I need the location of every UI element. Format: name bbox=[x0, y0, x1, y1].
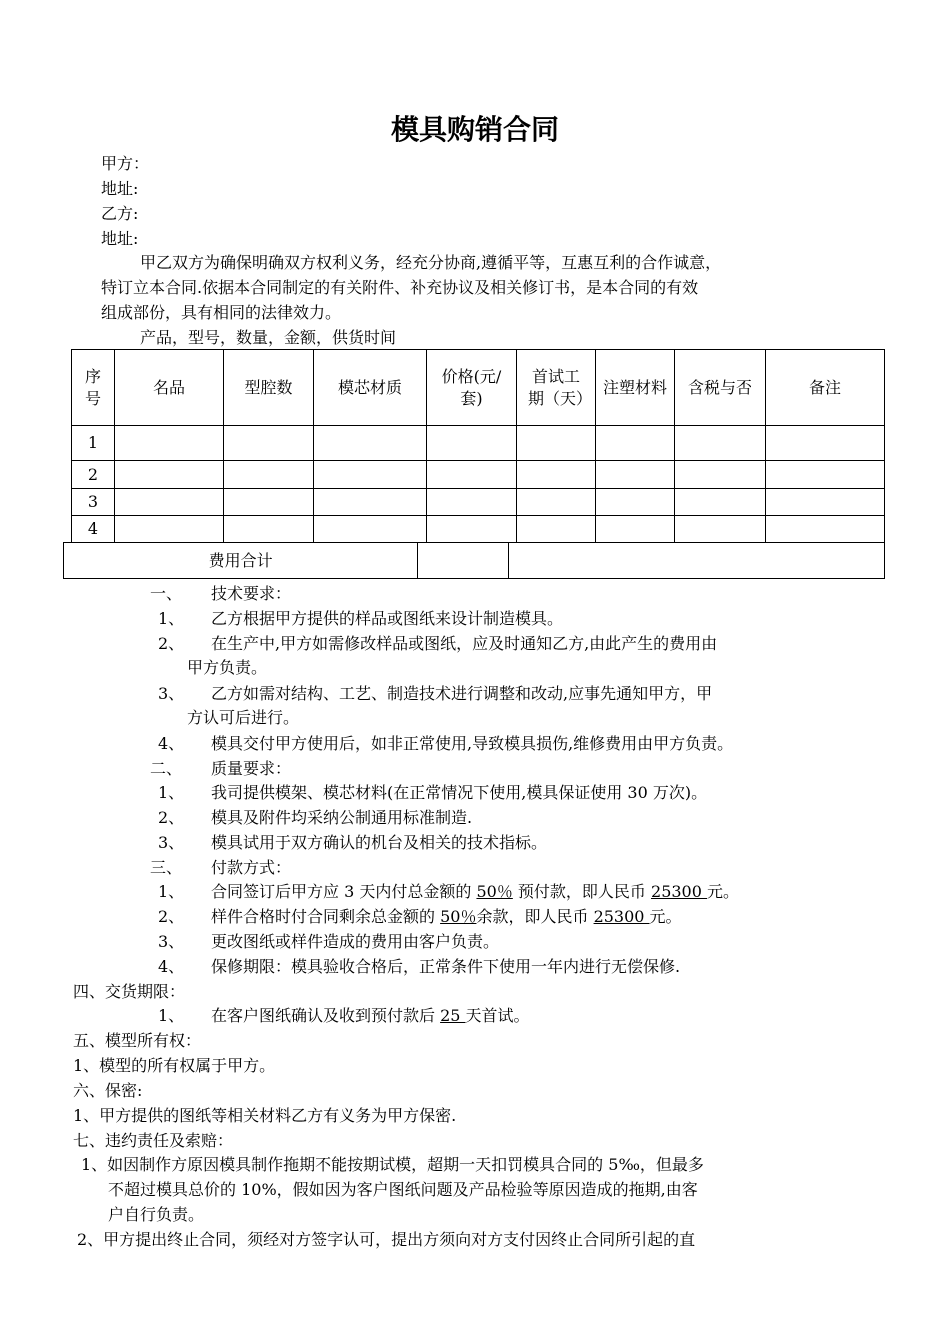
balance-amount: 25300 bbox=[593, 907, 650, 926]
item-number: 1、 bbox=[158, 783, 185, 802]
table-caption: 产品，型号，数量，金额，供货时间 bbox=[140, 328, 397, 347]
item-text: 更改图纸或样件造成的费用由客户负责。 bbox=[211, 932, 500, 951]
table-cell[interactable] bbox=[314, 426, 427, 461]
row-number: 3 bbox=[72, 489, 115, 516]
table-cell[interactable] bbox=[224, 426, 314, 461]
balance-percent: 50％ bbox=[440, 907, 477, 926]
item-text: 保修期限：模具验收合格后，正常条件下使用一年内进行无偿保修. bbox=[211, 957, 681, 976]
row-number: 1 bbox=[72, 426, 115, 461]
table-cell[interactable] bbox=[115, 461, 224, 489]
row-number: 4 bbox=[72, 516, 115, 543]
header-cell: 注塑材料 bbox=[596, 350, 675, 426]
item-text: 方认可后进行。 bbox=[187, 708, 300, 727]
item-number: 3、 bbox=[158, 932, 185, 951]
address-b-label: 地址: bbox=[101, 229, 139, 248]
item-text: 乙方根据甲方提供的样品或图纸来设计制造模具。 bbox=[211, 609, 564, 628]
table-cell[interactable] bbox=[675, 426, 766, 461]
header-cell: 首试工期（天） bbox=[517, 350, 596, 426]
item-number: 2、 bbox=[158, 634, 185, 653]
item-number: 3、 bbox=[158, 833, 185, 852]
item-text: 2、甲方提出终止合同，须经对方签字认可，提出方须向对方支付因终止合同所引起的直 bbox=[77, 1230, 696, 1249]
table-cell[interactable] bbox=[596, 489, 675, 516]
header-cell: 含税与否 bbox=[675, 350, 766, 426]
table-header-row bbox=[72, 350, 885, 426]
item-text: 我司提供模架、模芯材料(在正常情况下使用,模具保证使用 30 万次)。 bbox=[211, 783, 708, 802]
table-row bbox=[72, 516, 885, 543]
table-cell[interactable] bbox=[517, 426, 596, 461]
table-cell[interactable] bbox=[224, 516, 314, 543]
payment-item-2: 样件合格时付合同剩余总金额的 50％余款，即人民币 25300 元。 bbox=[211, 907, 682, 926]
total-cell[interactable] bbox=[508, 543, 884, 579]
item-text: 1、模型的所有权属于甲方。 bbox=[73, 1056, 276, 1075]
table-cell[interactable] bbox=[224, 461, 314, 489]
product-table bbox=[71, 349, 885, 543]
table-cell[interactable] bbox=[115, 489, 224, 516]
table-cell[interactable] bbox=[517, 489, 596, 516]
item-text: 模具及附件均采纳公制通用标准制造. bbox=[211, 808, 473, 827]
header-cell: 模芯材质 bbox=[314, 350, 427, 426]
item-text: 模具交付甲方使用后，如非正常使用,导致模具损伤,维修费用由甲方负责。 bbox=[211, 734, 734, 753]
table-cell[interactable] bbox=[766, 461, 885, 489]
header-cell: 备注 bbox=[766, 350, 885, 426]
table-cell[interactable] bbox=[115, 426, 224, 461]
section-title: 质量要求： bbox=[211, 759, 292, 778]
table-cell[interactable] bbox=[115, 516, 224, 543]
section-title: 技术要求： bbox=[211, 584, 292, 603]
section-title: 四、交货期限： bbox=[73, 982, 186, 1001]
total-label: 费用合计 bbox=[64, 543, 418, 579]
table-cell[interactable] bbox=[517, 461, 596, 489]
item-number: 1、 bbox=[158, 609, 185, 628]
table-cell[interactable] bbox=[766, 426, 885, 461]
table-row bbox=[72, 426, 885, 461]
header-cell: 序号 bbox=[72, 350, 115, 426]
delivery-item: 在客户图纸确认及收到预付款后 25 天首试。 bbox=[211, 1006, 530, 1025]
intro-line: 特订立本合同.依据本合同制定的有关附件、补充协议及相关修订书，是本合同的有效 bbox=[101, 278, 699, 297]
deposit-percent: 50％ bbox=[476, 882, 513, 901]
item-number: 2、 bbox=[158, 808, 185, 827]
table-cell[interactable] bbox=[675, 516, 766, 543]
total-table bbox=[63, 542, 885, 579]
party-a-label: 甲方： bbox=[101, 154, 150, 173]
item-text: 甲方负责。 bbox=[187, 658, 268, 677]
item-number: 2、 bbox=[158, 907, 185, 926]
row-number: 2 bbox=[72, 461, 115, 489]
table-cell[interactable] bbox=[675, 489, 766, 516]
item-text: 在生产中,甲方如需修改样品或图纸，应及时通知乙方,由此产生的费用由 bbox=[211, 634, 718, 653]
section-title: 七、违约责任及索赔： bbox=[73, 1131, 234, 1150]
table-cell[interactable] bbox=[314, 489, 427, 516]
item-number: 4、 bbox=[158, 957, 185, 976]
table-cell[interactable] bbox=[766, 489, 885, 516]
item-text: 模具试用于双方确认的机台及相关的技术指标。 bbox=[211, 833, 548, 852]
total-cell[interactable] bbox=[418, 543, 509, 579]
contract-title: 模具购销合同 bbox=[390, 113, 559, 146]
table-row bbox=[72, 461, 885, 489]
header-cell: 价格(元/套) bbox=[427, 350, 517, 426]
section-title: 五、模型所有权： bbox=[73, 1031, 202, 1050]
table-cell[interactable] bbox=[596, 426, 675, 461]
party-b-label: 乙方: bbox=[101, 204, 139, 223]
table-row bbox=[72, 489, 885, 516]
section-number: 三、 bbox=[150, 858, 183, 877]
item-text: 不超过模具总价的 10%，假如因为客户图纸问题及产品检验等原因造成的拖期,由客 bbox=[108, 1180, 698, 1199]
item-text: 1、如因制作方原因模具制作拖期不能按期试模，超期一天扣罚模具合同的 5‰，但最多 bbox=[81, 1155, 704, 1174]
table-cell[interactable] bbox=[314, 461, 427, 489]
intro-line: 组成部份，具有相同的法律效力。 bbox=[101, 303, 342, 322]
table-cell[interactable] bbox=[596, 461, 675, 489]
item-number: 4、 bbox=[158, 734, 185, 753]
table-cell[interactable] bbox=[766, 516, 885, 543]
item-text: 户自行负责。 bbox=[108, 1205, 205, 1224]
table-cell[interactable] bbox=[224, 489, 314, 516]
section-title: 六、保密: bbox=[73, 1081, 143, 1100]
payment-item-1: 合同签订后甲方应 3 天内付总金额的 50％ 预付款，即人民币 25300 元。 bbox=[211, 882, 740, 901]
table-cell[interactable] bbox=[517, 516, 596, 543]
table-cell[interactable] bbox=[427, 426, 517, 461]
table-cell[interactable] bbox=[427, 461, 517, 489]
table-cell[interactable] bbox=[675, 461, 766, 489]
deposit-amount: 25300 bbox=[651, 882, 707, 901]
address-a-label: 地址: bbox=[101, 179, 139, 198]
table-cell[interactable] bbox=[314, 516, 427, 543]
item-number: 1、 bbox=[158, 882, 185, 901]
intro-line: 甲乙双方为确保明确双方权利义务，经充分协商,遵循平等，互惠互利的合作诚意， bbox=[140, 253, 722, 272]
delivery-days: 25 bbox=[440, 1006, 466, 1025]
header-cell: 型腔数 bbox=[224, 350, 314, 426]
table-cell[interactable] bbox=[596, 516, 675, 543]
header-cell: 名品 bbox=[115, 350, 224, 426]
section-number: 二、 bbox=[150, 759, 183, 778]
table-cell[interactable] bbox=[427, 516, 517, 543]
table-cell[interactable] bbox=[427, 489, 517, 516]
item-number: 1、 bbox=[158, 1006, 185, 1025]
item-text: 1、甲方提供的图纸等相关材料乙方有义务为甲方保密. bbox=[73, 1106, 457, 1125]
section-number: 一、 bbox=[150, 584, 183, 603]
item-number: 3、 bbox=[158, 684, 185, 703]
section-title: 付款方式： bbox=[211, 858, 292, 877]
item-text: 乙方如需对结构、工艺、制造技术进行调整和改动,应事先通知甲方，甲 bbox=[211, 684, 713, 703]
